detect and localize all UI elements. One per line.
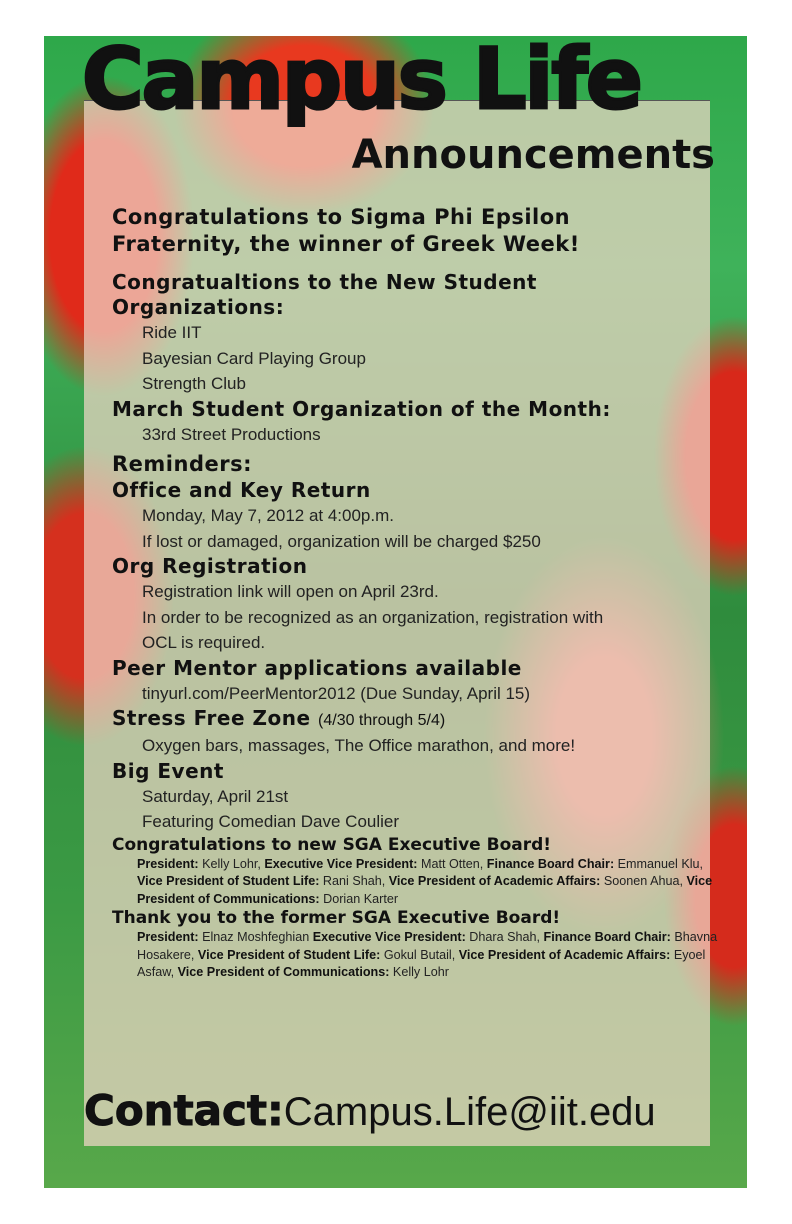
contact [84, 1086, 656, 1135]
reminders-heading: Reminders: [112, 452, 252, 476]
list-item: Featuring Comedian Dave Coulier [142, 812, 400, 831]
board-role: President: [137, 856, 199, 871]
poster-title: Campus Life [82, 36, 641, 128]
board-role: President: [137, 930, 199, 944]
org-registration-heading: Org Registration [112, 554, 308, 578]
board-role: Finance Board Chair: [486, 856, 615, 871]
board-role: Executive Vice President: [312, 930, 466, 944]
board-role: Vice President of Academic Affairs: [458, 947, 671, 962]
list-item: Bayesian Card Playing Group [142, 348, 366, 368]
greek-week-line-1: Congratulations to Sigma Phi Epsilon [112, 205, 571, 229]
list-item: Monday, May 7, 2012 at 4:00p.m. [142, 506, 394, 525]
stress-free-title: Stress Free Zone [112, 706, 311, 730]
stress-free-dates: (4/30 through 5/4) [318, 712, 446, 729]
board-member-name: Dorian Karter [323, 891, 399, 906]
poster-subtitle: Announcements [351, 132, 715, 178]
contact-label: Contact: [84, 1086, 284, 1135]
board-member-name: Emmanuel Klu, [617, 856, 704, 871]
new-board-list [112, 856, 732, 909]
list-item: OCL is required. [142, 633, 266, 652]
list-item: Registration link will open on April 23rd. [142, 582, 439, 601]
board-member-name: Matt Otten, [420, 856, 484, 871]
board-role: Finance Board Chair: [543, 930, 671, 944]
list-item: Oxygen bars, massages, The Office marathon, and more! [142, 736, 576, 755]
stress-free-heading [112, 706, 732, 733]
board-member-name: Soonen Ahua, [603, 874, 683, 888]
peer-mentor-link[interactable]: tinyurl.com/PeerMentor2012 (Due Sunday, April 15) [142, 683, 531, 703]
new-orgs-heading-1: Congratualtions to the New Student [112, 270, 537, 294]
list-item: In order to be recognized as an organization, registration with [142, 607, 604, 627]
board-member-name: Bhavna Hosakere, [137, 930, 718, 962]
list-item: If lost or damaged, organization will be charged $250 [142, 531, 541, 551]
board-role: Vice President of Student Life: [137, 874, 320, 888]
list-item: Saturday, April 21st [142, 786, 289, 806]
board-role: Vice President of Communications: [137, 874, 713, 906]
board-member-name: Dhara Shah, [469, 930, 541, 944]
former-board-heading: Thank you to the former SGA Executive Board! [112, 908, 561, 928]
big-event-heading: Big Event [112, 758, 224, 783]
contact-email[interactable]: Campus.Life@iit.edu [283, 1090, 656, 1134]
peer-mentor-heading: Peer Mentor applications available [112, 655, 522, 680]
board-member-name: Gokul Butail, [383, 947, 456, 962]
announcements [112, 204, 732, 982]
board-member-name: Kelly Lohr [392, 965, 449, 979]
office-key-heading: Office and Key Return [112, 478, 371, 502]
board-role: Executive Vice President: [264, 856, 418, 871]
board-member-name: Kelly Lohr, [202, 856, 261, 871]
board-member-name: Rani Shah, [322, 874, 386, 888]
new-orgs-heading-2: Organizations: [112, 295, 285, 319]
board-role: Vice President of Student Life: [197, 947, 381, 962]
poster [44, 36, 747, 1188]
new-board-heading: Congratulations to new SGA Executive Board! [112, 834, 552, 855]
board-role: Vice President of Communications: [177, 965, 390, 979]
former-board-list [112, 929, 732, 982]
board-member-name: Elnaz Moshfeghian [202, 930, 310, 944]
greek-week-line-2: Fraternity, the winner of Greek Week! [112, 232, 580, 256]
list-item: Ride IIT [142, 323, 202, 342]
org-of-month-heading: March Student Organization of the Month: [112, 396, 611, 421]
list-item: 33rd Street Productions [142, 424, 321, 444]
board-role: Vice President of Academic Affairs: [388, 874, 601, 888]
board-member-name: Eyoel Asfaw, [137, 947, 706, 979]
list-item: Strength Club [142, 374, 246, 393]
